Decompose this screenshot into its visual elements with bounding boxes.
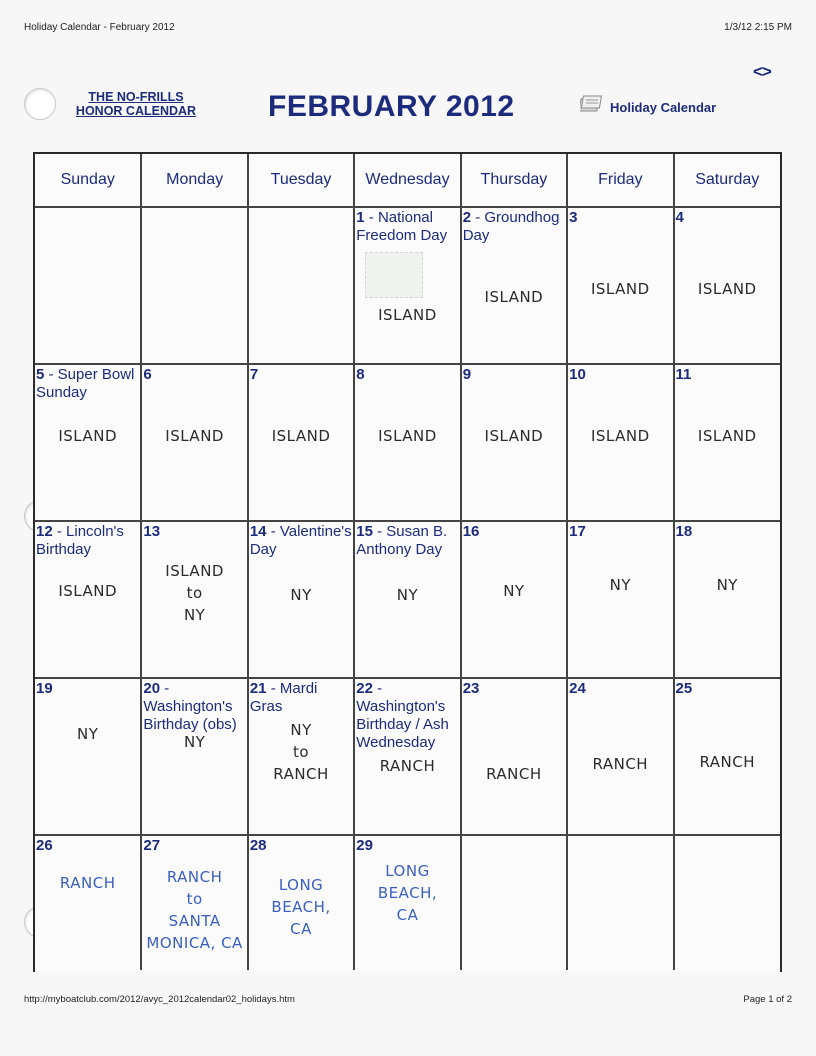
handwritten-note bbox=[568, 574, 672, 596]
day-cell-3[interactable] bbox=[567, 207, 673, 364]
note-line: LONG bbox=[385, 862, 430, 880]
day-number: 15 bbox=[356, 523, 373, 540]
handwritten-note bbox=[142, 425, 246, 447]
day-label bbox=[568, 365, 672, 384]
note-line: ISLAND bbox=[484, 288, 544, 306]
day-label bbox=[568, 522, 672, 541]
note-line: RANCH bbox=[59, 874, 116, 892]
day-cell-18[interactable] bbox=[674, 521, 780, 678]
day-cell-6[interactable] bbox=[141, 364, 247, 521]
weekday-header: Saturday bbox=[674, 154, 780, 207]
day-label bbox=[355, 365, 459, 384]
print-footer-url: http://myboatclub.com/2012/avyc_2012calendar02_holidays.htm bbox=[24, 994, 295, 1005]
note-line: MONICA, CA bbox=[146, 934, 243, 952]
handwritten-note bbox=[462, 425, 566, 447]
note-line: RANCH bbox=[592, 755, 649, 773]
month-calendar-grid bbox=[33, 152, 782, 972]
note-line: NY bbox=[183, 606, 206, 624]
holiday-calendar-label: Holiday Calendar bbox=[610, 100, 717, 115]
note-line: SANTA bbox=[168, 912, 221, 930]
day-label bbox=[568, 208, 672, 227]
day-number: 1 bbox=[356, 209, 365, 226]
note-line: ISLAND bbox=[271, 427, 331, 445]
note-line: NY bbox=[396, 586, 419, 604]
day-label bbox=[35, 522, 140, 559]
note-line: BEACH, bbox=[377, 884, 438, 902]
day-cell-5[interactable] bbox=[35, 364, 141, 521]
day-number: 14 bbox=[249, 523, 267, 540]
day-number: 26 bbox=[36, 837, 53, 854]
calendar-week-row bbox=[35, 678, 780, 835]
day-number: 2 bbox=[462, 209, 472, 226]
handwritten-note bbox=[568, 278, 672, 300]
day-number: 20 bbox=[143, 680, 161, 697]
day-number: 17 bbox=[569, 523, 586, 540]
note-line: RANCH bbox=[273, 765, 329, 783]
day-label bbox=[249, 836, 353, 855]
day-label bbox=[675, 208, 780, 227]
navigation-arrows-icon[interactable]: <> bbox=[753, 62, 771, 81]
handwritten-note bbox=[35, 723, 140, 745]
handwritten-note bbox=[675, 425, 780, 447]
print-header-datetime: 1/3/12 2:15 PM bbox=[724, 22, 792, 33]
holiday-name: - National Freedom Day bbox=[356, 209, 448, 244]
day-label bbox=[35, 365, 140, 402]
day-cell-13[interactable] bbox=[141, 521, 247, 678]
handwritten-note bbox=[462, 286, 566, 308]
handwritten-note bbox=[249, 874, 353, 940]
handwritten-note bbox=[142, 560, 246, 626]
day-cell-26[interactable] bbox=[35, 835, 141, 970]
handwritten-note bbox=[462, 763, 566, 785]
honor-link-line1: THE NO-FRILLS bbox=[88, 90, 184, 104]
handwritten-note bbox=[568, 753, 672, 775]
day-label bbox=[462, 365, 566, 384]
note-line: CA bbox=[396, 906, 419, 924]
note-line: RANCH bbox=[166, 868, 223, 886]
note-line: ISLAND bbox=[165, 427, 224, 445]
holiday-name: - Valentine's Day bbox=[249, 523, 352, 558]
day-cell-14[interactable] bbox=[248, 521, 354, 678]
day-number: 6 bbox=[143, 366, 152, 383]
day-label bbox=[142, 836, 246, 855]
note-line: RANCH bbox=[486, 765, 542, 783]
holiday-name: - Super Bowl Sunday bbox=[36, 366, 135, 401]
holiday-name: - Washington's Birthday (obs) bbox=[143, 680, 237, 733]
day-label bbox=[355, 836, 459, 855]
day-cell-24[interactable] bbox=[567, 678, 673, 835]
day-number: 16 bbox=[462, 523, 480, 540]
day-number: 10 bbox=[569, 366, 586, 383]
day-label bbox=[675, 522, 780, 541]
day-label bbox=[249, 679, 353, 716]
calendar-week-row bbox=[35, 207, 780, 364]
note-line: ISLAND bbox=[165, 562, 224, 580]
faded-stamp bbox=[365, 252, 423, 298]
day-cell-12[interactable] bbox=[35, 521, 141, 678]
handwritten-note bbox=[568, 425, 672, 447]
weekday-header: Wednesday bbox=[354, 154, 460, 207]
holiday-calendar-link[interactable] bbox=[580, 92, 716, 115]
holiday-name: - Washington's Birthday / Ash Wednesday bbox=[356, 680, 449, 751]
day-cell-27[interactable] bbox=[141, 835, 247, 970]
binder-hole-top bbox=[24, 88, 56, 120]
day-label bbox=[355, 522, 459, 559]
day-cell-7[interactable] bbox=[248, 364, 354, 521]
note-line: NY bbox=[290, 586, 312, 604]
day-label bbox=[142, 679, 246, 734]
handwritten-note bbox=[355, 304, 459, 326]
holiday-name: - Susan B. Anthony Day bbox=[356, 523, 448, 558]
note-line: CA bbox=[290, 920, 312, 938]
day-cell-29[interactable] bbox=[354, 835, 460, 970]
weekday-header: Tuesday bbox=[248, 154, 354, 207]
day-cell-10[interactable] bbox=[567, 364, 673, 521]
day-cell-21[interactable] bbox=[248, 678, 354, 835]
day-cell-28[interactable] bbox=[248, 835, 354, 970]
weekday-header: Friday bbox=[567, 154, 673, 207]
note-line: BEACH, bbox=[271, 898, 331, 916]
note-line: ISLAND bbox=[378, 427, 437, 445]
note-line: to bbox=[293, 743, 310, 761]
day-label bbox=[35, 679, 140, 698]
handwritten-note bbox=[675, 574, 780, 596]
honor-link-line2: HONOR CALENDAR bbox=[75, 104, 197, 118]
weekday-header-row bbox=[35, 154, 780, 207]
day-number: 9 bbox=[462, 366, 472, 383]
note-line: NY bbox=[503, 582, 525, 600]
empty-day-cell bbox=[674, 835, 780, 970]
day-cell-15[interactable] bbox=[354, 521, 460, 678]
handwritten-note bbox=[355, 425, 459, 447]
weekday-header: Thursday bbox=[461, 154, 567, 207]
note-line: to bbox=[186, 890, 203, 908]
day-number: 25 bbox=[675, 680, 693, 697]
note-line: NY bbox=[77, 725, 99, 743]
day-number: 27 bbox=[143, 837, 161, 854]
day-number: 13 bbox=[143, 523, 161, 540]
day-number: 19 bbox=[36, 680, 53, 697]
calendar-week-row bbox=[35, 835, 780, 970]
day-label bbox=[462, 679, 566, 698]
day-cell-17[interactable] bbox=[567, 521, 673, 678]
day-label bbox=[675, 365, 780, 384]
note-line: ISLAND bbox=[590, 427, 650, 445]
day-number: 29 bbox=[356, 837, 373, 854]
empty-day-cell bbox=[141, 207, 247, 364]
note-line: NY bbox=[183, 733, 206, 751]
note-line: ISLAND bbox=[378, 306, 437, 324]
handwritten-note bbox=[35, 872, 140, 894]
day-label bbox=[462, 208, 566, 245]
note-line: ISLAND bbox=[58, 582, 118, 600]
honor-calendar-link[interactable] bbox=[62, 90, 210, 118]
note-line: ISLAND bbox=[697, 427, 757, 445]
note-line: to bbox=[186, 584, 203, 602]
holiday-name: - Lincoln's Birthday bbox=[36, 523, 124, 558]
day-cell-9[interactable] bbox=[461, 364, 567, 521]
handwritten-note bbox=[249, 425, 353, 447]
handwritten-note bbox=[35, 425, 140, 447]
day-number: 4 bbox=[675, 209, 684, 226]
day-number: 12 bbox=[36, 523, 53, 540]
note-line: ISLAND bbox=[590, 280, 650, 298]
day-number: 28 bbox=[249, 837, 267, 854]
day-label bbox=[142, 365, 246, 384]
day-cell-4[interactable] bbox=[674, 207, 780, 364]
handwritten-note bbox=[675, 751, 780, 773]
day-number: 8 bbox=[356, 366, 365, 383]
handwritten-note bbox=[675, 278, 780, 300]
day-cell-25[interactable] bbox=[674, 678, 780, 835]
day-cell-8[interactable] bbox=[354, 364, 460, 521]
note-line: RANCH bbox=[379, 757, 436, 775]
day-cell-19[interactable] bbox=[35, 678, 141, 835]
calendar-week-row bbox=[35, 364, 780, 521]
note-line: NY bbox=[290, 721, 312, 739]
empty-day-cell bbox=[35, 207, 141, 364]
page-title: FEBRUARY 2012 bbox=[268, 90, 515, 123]
day-label bbox=[249, 365, 353, 384]
day-label bbox=[142, 522, 246, 541]
day-label bbox=[462, 522, 566, 541]
handwritten-note bbox=[355, 860, 459, 926]
print-footer-page: Page 1 of 2 bbox=[743, 994, 792, 1005]
note-line: RANCH bbox=[699, 753, 756, 771]
day-number: 5 bbox=[36, 366, 45, 383]
day-label bbox=[355, 679, 459, 752]
calendar-week-row bbox=[35, 521, 780, 678]
note-line: ISLAND bbox=[58, 427, 118, 445]
handwritten-note bbox=[249, 584, 353, 606]
empty-day-cell bbox=[248, 207, 354, 364]
day-number: 23 bbox=[462, 680, 480, 697]
note-line: NY bbox=[609, 576, 632, 594]
handwritten-note bbox=[355, 584, 459, 606]
day-cell-2[interactable] bbox=[461, 207, 567, 364]
note-line: ISLAND bbox=[697, 280, 757, 298]
day-number: 21 bbox=[249, 680, 267, 697]
note-line: LONG bbox=[278, 876, 324, 894]
handwritten-note bbox=[249, 719, 353, 785]
handwritten-note bbox=[142, 866, 246, 954]
day-number: 22 bbox=[356, 680, 373, 697]
day-number: 11 bbox=[675, 366, 692, 383]
holiday-name: - Groundhog Day bbox=[462, 209, 560, 244]
day-cell-1[interactable] bbox=[354, 207, 460, 364]
print-header-title: Holiday Calendar - February 2012 bbox=[24, 22, 175, 33]
handwritten-note bbox=[355, 755, 459, 777]
handwritten-note bbox=[35, 580, 140, 602]
day-number: 7 bbox=[249, 366, 259, 383]
holiday-name: - Mardi Gras bbox=[249, 680, 318, 715]
empty-day-cell bbox=[461, 835, 567, 970]
day-cell-16[interactable] bbox=[461, 521, 567, 678]
note-line: NY bbox=[716, 576, 738, 594]
day-label bbox=[249, 522, 353, 559]
empty-day-cell bbox=[567, 835, 673, 970]
day-number: 3 bbox=[569, 209, 578, 226]
day-cell-22[interactable] bbox=[354, 678, 460, 835]
weekday-header: Monday bbox=[141, 154, 247, 207]
note-line: ISLAND bbox=[484, 427, 544, 445]
handwritten-note bbox=[142, 731, 246, 753]
day-number: 24 bbox=[569, 680, 586, 697]
day-label bbox=[35, 836, 140, 855]
day-cell-20[interactable] bbox=[141, 678, 247, 835]
day-label bbox=[675, 679, 780, 698]
calendar-icon bbox=[580, 93, 604, 115]
day-label bbox=[568, 679, 672, 698]
handwritten-note bbox=[462, 580, 566, 602]
day-cell-11[interactable] bbox=[674, 364, 780, 521]
day-label bbox=[355, 208, 459, 245]
day-cell-23[interactable] bbox=[461, 678, 567, 835]
day-number: 18 bbox=[675, 523, 693, 540]
weekday-header: Sunday bbox=[35, 154, 141, 207]
